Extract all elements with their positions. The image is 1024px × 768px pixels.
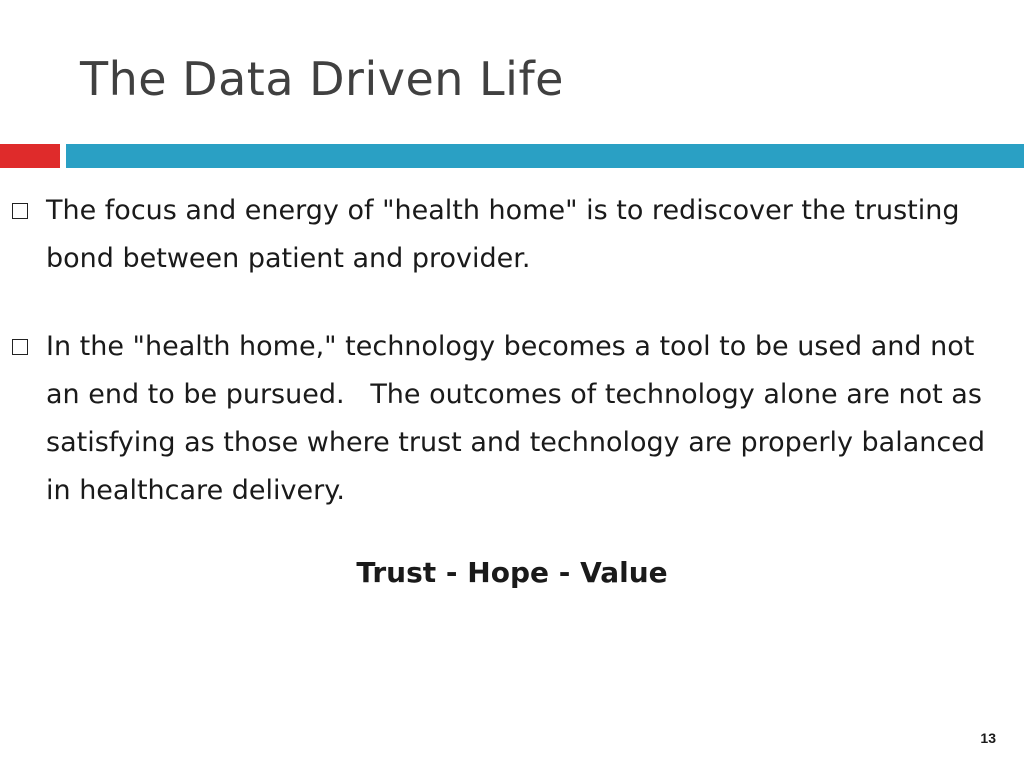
bullet-text: In the "health home," technology becomes a tool to be used and not an end to be pursued. The outcomes of technology alone are not as satisfying as those where trust and technology are properly balanced in healthcare delivery. <box>46 331 994 506</box>
tagline: Trust - Hope - Value <box>356 556 668 589</box>
page-number: 13 <box>980 730 996 746</box>
accent-bar-red <box>0 144 60 168</box>
bullet-list <box>0 187 1024 515</box>
slide-title: The Data Driven Life <box>80 52 564 106</box>
bullet-item <box>0 323 1024 515</box>
hollow-square-bullet-icon <box>12 339 28 355</box>
accent-bar-blue <box>66 144 1024 168</box>
bullet-item <box>0 187 1024 283</box>
bullet-text: The focus and energy of "health home" is to rediscover the trusting bond between patient and provider. <box>46 195 960 274</box>
hollow-square-bullet-icon <box>12 203 28 219</box>
